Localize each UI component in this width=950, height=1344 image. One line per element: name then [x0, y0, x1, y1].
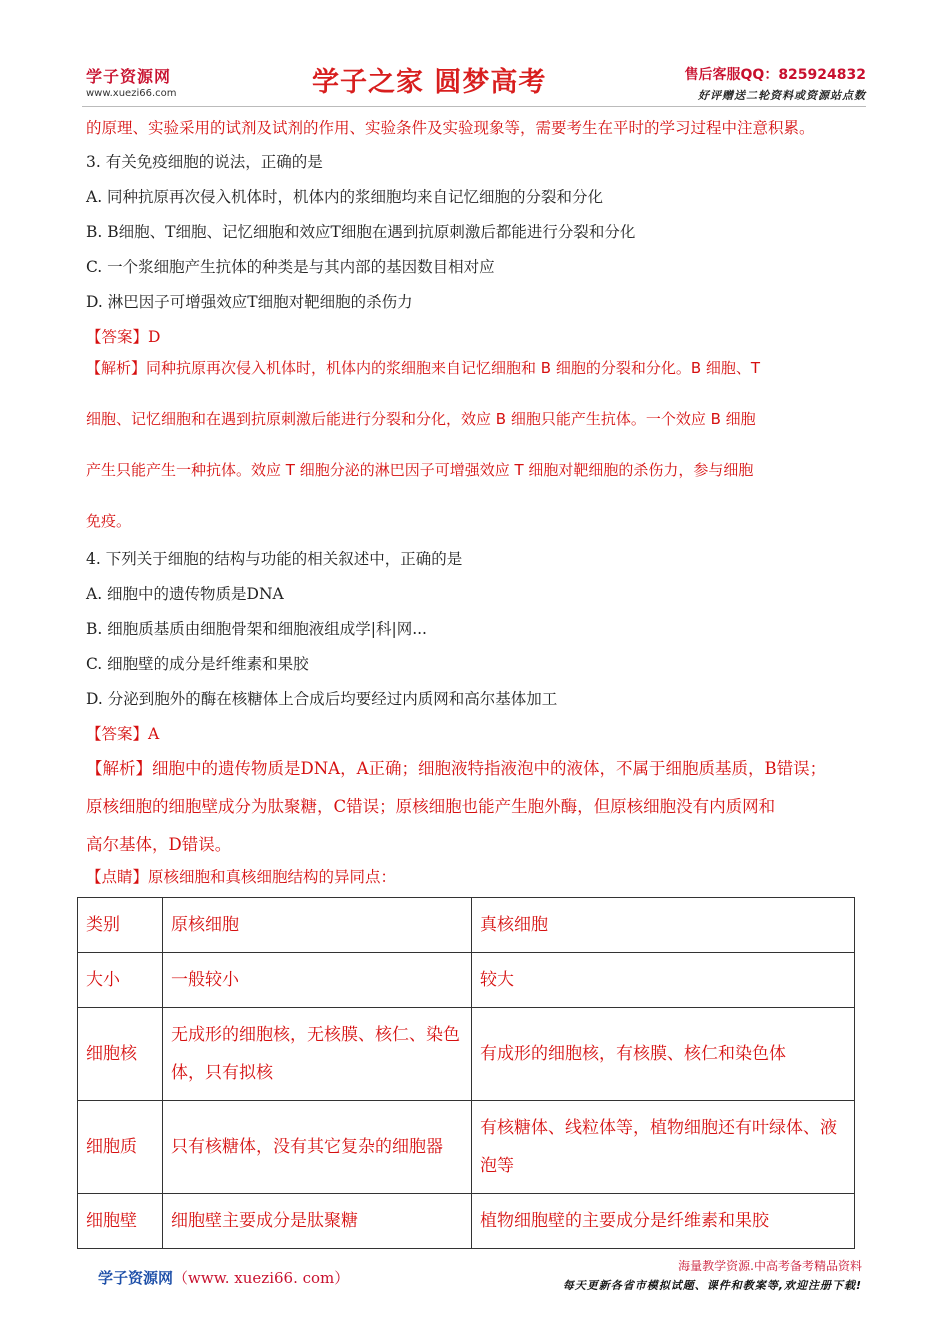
site-logo[interactable]: [86, 64, 177, 99]
q3-analysis-line-1: 【解析】同种抗原再次侵入机体时，机体内的浆细胞来自记忆细胞和 B 细胞的分裂和分化。B 细胞、T: [86, 359, 761, 377]
page-footer: [0, 1255, 950, 1305]
table-cell: 较大: [472, 953, 855, 1008]
q3-stem: 3. 有关免疫细胞的说法，正确的是: [86, 153, 323, 171]
q4-analysis-line-1: 【解析】细胞中的遗传物质是DNA，A正确；细胞液特指液泡中的液体，不属于细胞质基质，B错误；: [86, 759, 827, 778]
table-row: [78, 1008, 855, 1101]
comparison-table: [77, 897, 855, 1249]
table-cell: 无成形的细胞核，无核膜、核仁、染色体，只有拟核: [163, 1008, 472, 1101]
q3-option-c: C. 一个浆细胞产生抗体的种类是与其内部的基因数目相对应: [86, 258, 495, 276]
table-row: [78, 1101, 855, 1194]
q3-option-b: B. B细胞、T细胞、记忆细胞和效应T细胞在遇到抗原刺激后都能进行分裂和分化: [86, 223, 636, 241]
footer-site-name: 学子资源网: [98, 1269, 174, 1287]
q3-option-a: A. 同种抗原再次侵入机体时，机体内的浆细胞均来自记忆细胞的分裂和分化: [86, 188, 604, 206]
q4-option-d: D. 分泌到胞外的酶在核糖体上合成后均要经过内质网和高尔基体加工: [86, 690, 558, 708]
q4-option-a: A. 细胞中的遗传物质是DNA: [86, 585, 284, 603]
q3-analysis-line-2: 细胞、记忆细胞和在遇到抗原刺激后能进行分裂和分化，效应 B 细胞只能产生抗体。一个效应 B 细胞: [86, 410, 756, 428]
q3-option-d: D. 淋巴因子可增强效应T细胞对靶细胞的杀伤力: [86, 293, 413, 311]
table-cell: 植物细胞壁的主要成分是纤维素和果胶: [472, 1194, 855, 1249]
q4-analysis-line-3: 高尔基体，D错误。: [86, 835, 232, 854]
q4-analysis-line-2: 原核细胞的细胞壁成分为肽聚糖，C错误；原核细胞也能产生胞外酶，但原核细胞没有内质网和: [86, 797, 776, 816]
q4-option-c: C. 细胞壁的成分是纤维素和果胶: [86, 655, 309, 673]
service-qq: 售后客服QQ：825924832: [684, 67, 866, 83]
footer-tagline: 海量教学资源.中高考备考精品资料: [678, 1259, 862, 1273]
q4-answer: 【答案】A: [86, 725, 160, 743]
q4-stem: 4. 下列关于细胞的结构与功能的相关叙述中，正确的是: [86, 550, 463, 568]
footer-promo-block: [563, 1257, 862, 1293]
table-header-cell: 真核细胞: [472, 898, 855, 953]
carry-line: 的原理、实验采用的试剂及试剂的作用、实验条件及实验现象等，需要考生在平时的学习过程中注意积累。: [86, 119, 815, 137]
q3-analysis-line-4: 免疫。: [86, 512, 132, 530]
page-header: [0, 0, 950, 110]
table-cell: 大小: [78, 953, 163, 1008]
q3-answer: 【答案】D: [86, 328, 161, 346]
table-cell: 细胞壁主要成分是肽聚糖: [163, 1194, 472, 1249]
table-cell: 只有核糖体，没有其它复杂的细胞器: [163, 1101, 472, 1194]
table-row: [78, 1194, 855, 1249]
table-cell: 有核糖体、线粒体等，植物细胞还有叶绿体、液泡等: [472, 1101, 855, 1194]
footer-site-link[interactable]: [98, 1267, 349, 1288]
site-url: www.xuezi66.com: [86, 88, 177, 99]
site-name: 学子资源网: [86, 67, 172, 86]
table-cell: 有成形的细胞核，有核膜、核仁和染色体: [472, 1008, 855, 1101]
table-cell: 细胞核: [78, 1008, 163, 1101]
header-divider: [82, 106, 866, 107]
q4-option-b: B. 细胞质基质由细胞骨架和细胞液组成学|科|网...: [86, 620, 427, 638]
header-slogan: 学子之家 圆梦高考: [312, 67, 547, 98]
table-header-cell: 原核细胞: [163, 898, 472, 953]
header-promo: 好评赠送二轮资料或资源站点数: [698, 89, 866, 102]
table-header-cell: 类别: [78, 898, 163, 953]
table-header-row: [78, 898, 855, 953]
footer-site-url: （www. xuezi66. com）: [173, 1269, 350, 1287]
table-cell: 一般较小: [163, 953, 472, 1008]
footer-promo: 每天更新各省市模拟试题、课件和教案等,欢迎注册下载!: [562, 1279, 862, 1292]
table-cell: 细胞质: [78, 1101, 163, 1194]
q4-tip: 【点睛】原核细胞和真核细胞结构的异同点：: [86, 868, 397, 886]
q3-analysis-line-3: 产生只能产生一种抗体。效应 T 细胞分泌的淋巴因子可增强效应 T 细胞对靶细胞的杀伤力，参与细胞: [86, 461, 754, 479]
header-contact: [685, 64, 866, 103]
table-cell: 细胞壁: [78, 1194, 163, 1249]
table-row: [78, 953, 855, 1008]
